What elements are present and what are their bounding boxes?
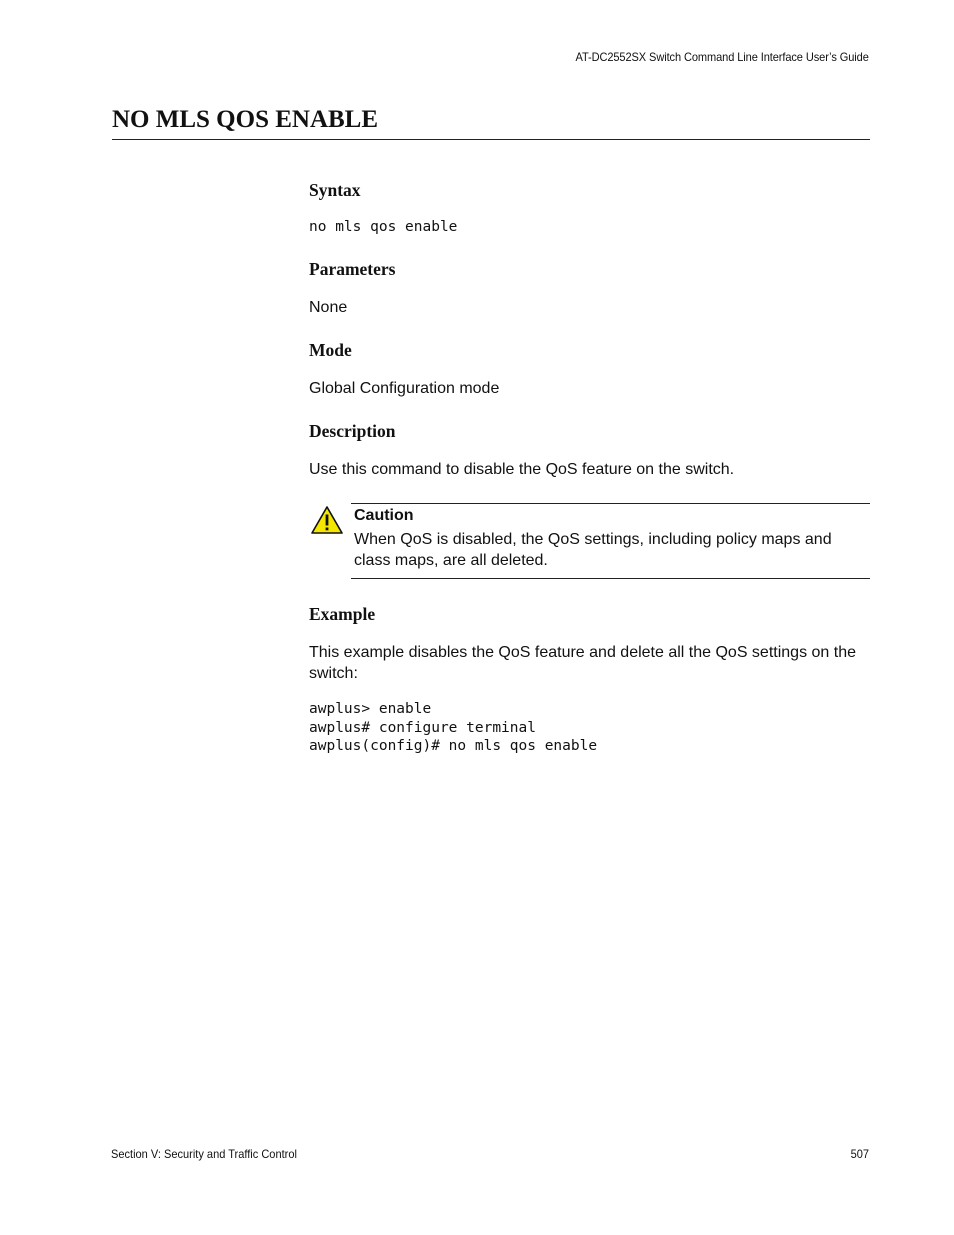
parameters-heading: Parameters xyxy=(309,259,396,279)
example-code-line: awplus(config)# no mls qos enable xyxy=(309,738,598,754)
mode-text: Global Configuration mode xyxy=(309,380,500,397)
description-heading: Description xyxy=(309,421,396,441)
syntax-heading: Syntax xyxy=(309,180,361,200)
example-code-line: awplus> enable xyxy=(309,701,432,717)
footer-section: Section V: Security and Traffic Control xyxy=(111,1147,297,1161)
caution-top-rule xyxy=(351,503,870,504)
mode-heading: Mode xyxy=(309,340,352,360)
example-code-line: awplus# configure terminal xyxy=(309,719,536,736)
description-text: Use this command to disable the QoS feature on the switch. xyxy=(309,461,735,478)
example-heading: Example xyxy=(309,604,376,624)
title-divider xyxy=(112,139,870,140)
caution-bottom-rule xyxy=(351,578,870,579)
caution-text: When QoS is disabled, the QoS settings, including policy maps and class maps, are all deleted. xyxy=(354,531,832,569)
example-text: This example disables the QoS feature and delete all the QoS settings on the switch: xyxy=(309,644,856,682)
caution-label: Caution xyxy=(354,507,414,524)
example-code-block xyxy=(309,700,597,756)
syntax-code: no mls qos enable xyxy=(309,219,458,235)
running-header: AT-DC2552SX Switch Command Line Interface User’s Guide xyxy=(575,50,869,64)
page-title: NO MLS QOS ENABLE xyxy=(112,106,379,133)
warning-triangle-icon xyxy=(310,505,344,535)
page-number: 507 xyxy=(850,1147,869,1161)
parameters-text: None xyxy=(309,299,348,316)
